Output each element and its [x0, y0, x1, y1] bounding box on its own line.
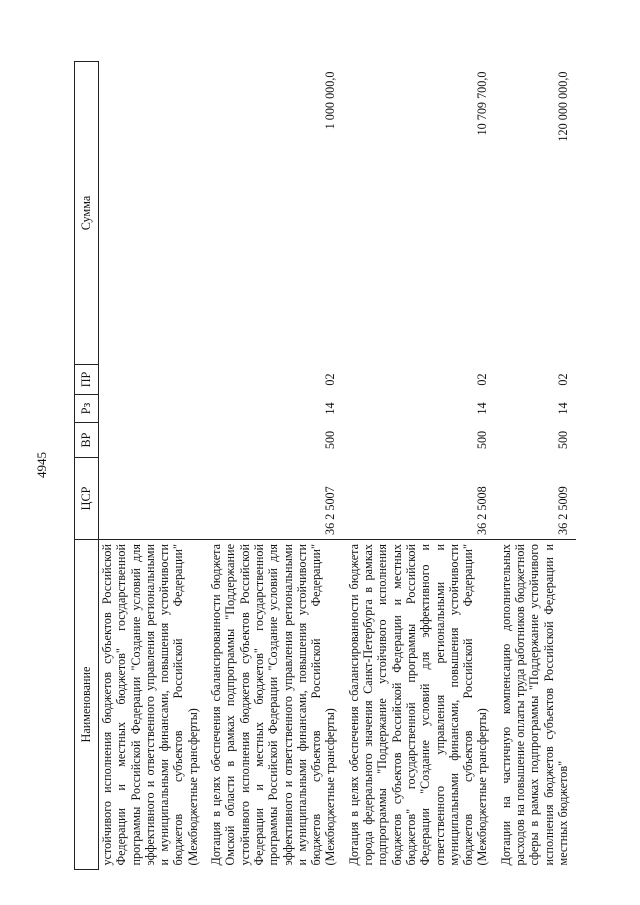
rotated-page-frame [74, 62, 598, 870]
row-name: Дотация в целях обеспечения сбалансированности бюджета Омской области в рамках подпрограммы "Поддержание устойчивого исполнения бюджетов субъектов Российской Федерации и местных бюджетов" государственной программы Российской Федерации "Создание условий для эффективного и ответственного управления региональными и муниципальными финансами, повышения устойчивости бюджетов субъектов Российской Федерации" (Межбюджетные трансферты) [206, 540, 344, 870]
page-number [30, 445, 54, 485]
row-sum: 1 000 000,0 [323, 71, 338, 130]
row-pr: 02 [555, 373, 570, 386]
budget-table [74, 61, 576, 870]
row-rz [99, 395, 207, 423]
table-row [496, 62, 576, 870]
row-pr [99, 365, 207, 395]
row-pr: 02 [323, 373, 338, 386]
row-sum: 10 709 700,0 [475, 71, 490, 136]
header-sum: Сумма [75, 62, 99, 365]
rotated-table-content [74, 62, 598, 870]
table-row [206, 62, 344, 870]
row-csr: 36 2 5008 [475, 486, 490, 535]
table-header-row [75, 62, 99, 870]
row-rz: 14 [323, 402, 338, 415]
row-rz: 14 [475, 402, 490, 415]
row-csr [99, 458, 207, 540]
header-csr: ЦСР [75, 458, 99, 540]
header-rz: Рз [75, 395, 99, 423]
row-pr: 02 [475, 373, 490, 386]
row-csr: 36 2 5007 [323, 486, 338, 535]
page-number-text: 4945 [34, 452, 49, 478]
row-rz: 14 [555, 402, 570, 415]
row-csr: 36 2 5009 [555, 486, 570, 535]
row-sum: 120 000 000,0 [555, 71, 570, 142]
row-name: Дотация в целях обеспечения сбалансированности бюджета города федерального значения Санкт-Петербурга в рамках подпрограммы "Поддержание устойчивого исполнения бюджетов субъектов Российской Федерации и местных бюджетов" государственной программы Российской Федерации "Создание условий для эффективного и ответственного управления региональными и муниципальными финансами, повышения устойчивости бюджетов субъектов Российской Федерации" (Межбюджетные трансферты) [344, 540, 496, 870]
header-pr: ПР [75, 365, 99, 395]
table-row [99, 62, 207, 870]
row-vr: 500 [555, 430, 570, 450]
row-name: Дотации на частичную компенсацию дополнительных расходов на повышение оплаты труда работников бюджетной сферы в рамках подпрограммы "Поддержание устойчивого исполнения бюджетов субъектов Российской Федерации и местных бюджетов" [496, 540, 576, 870]
header-name: Наименование [75, 540, 99, 870]
row-vr: 500 [475, 430, 490, 450]
row-vr: 500 [323, 430, 338, 450]
table-row [344, 62, 496, 870]
row-vr [99, 423, 207, 458]
row-name: устойчивого исполнения бюджетов субъектов Российской Федерации и местных бюджетов" государственной программы Российской Федерации "Создание условий для эффективного и ответственного управления региональными и муниципальными финансами, повышения устойчивости бюджетов субъектов Российской Федерации" (Межбюджетные трансферты) [99, 540, 207, 870]
header-vr: ВР [75, 423, 99, 458]
row-sum [99, 62, 207, 365]
